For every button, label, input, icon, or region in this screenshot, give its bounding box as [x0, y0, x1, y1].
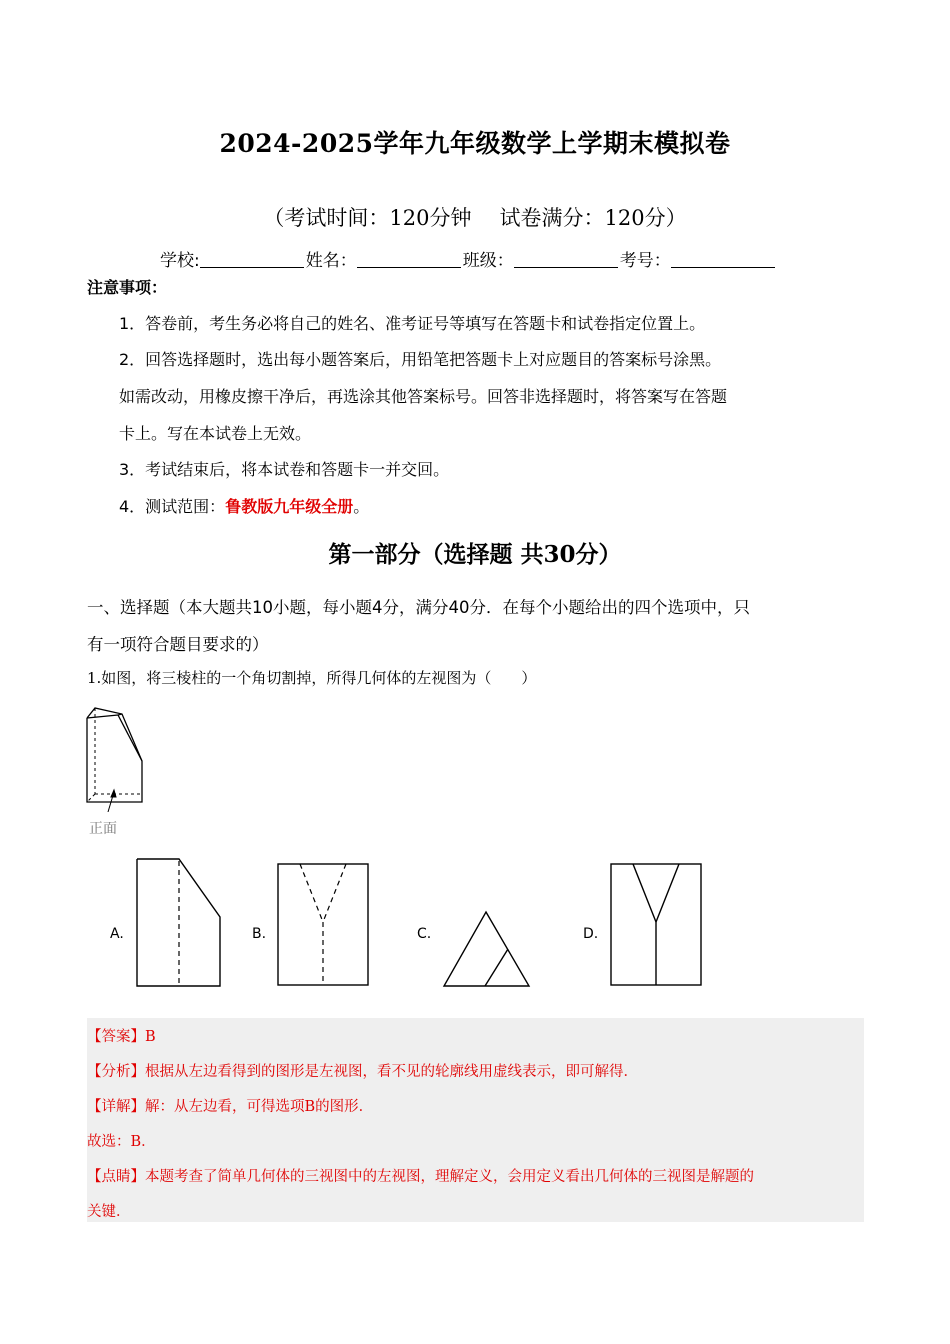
number-label: 考号： [619, 251, 671, 271]
notice-item-2: 2．回答选择题时，选出每小题答案后，用铅笔把答题卡上对应题目的答案标号涂黑。 [119, 350, 722, 369]
option-c-label[interactable]: C. [417, 926, 432, 942]
front-arrow [108, 790, 116, 812]
full-score: 试卷满分：120分） [499, 206, 687, 230]
notice-heading: 注意事项： [87, 278, 168, 297]
test-scope: 鲁教版九年级全册 [225, 497, 354, 516]
school-label: 学校: [160, 251, 200, 271]
class-field[interactable] [514, 251, 618, 268]
name-field[interactable] [357, 251, 461, 268]
option-b-label[interactable]: B. [252, 926, 267, 942]
notice-item-2-cont: 如需改动，用橡皮擦干净后，再选涂其他答案标号。回答非选择题时，将答案写在答题 [119, 387, 728, 406]
solution-analysis: 【分析】根据从左边看得到的图形是左视图，看不见的轮廓线用虚线表示，即可解得． [87, 1064, 638, 1080]
question-1-stem: 1.如图，将三棱柱的一个角切割掉，所得几何体的左视图为（ ） [87, 669, 537, 687]
front-view-label: 正面 [89, 821, 117, 837]
notice-item-3: 3．考试结束后，将本试卷和答题卡一并交回。 [119, 460, 450, 479]
solution-comment: 【点睛】本题考查了简单几何体的三视图中的左视图，理解定义，会用定义看出几何体的三视图是解题的 [87, 1169, 754, 1185]
option-c-figure[interactable] [442, 909, 532, 989]
option-d-figure[interactable] [609, 862, 704, 988]
school-field[interactable] [200, 251, 304, 268]
name-label: 姓名： [305, 251, 357, 271]
page-title: 2024-2025学年九年级数学上学期末模拟卷 [219, 129, 731, 158]
student-info-line [160, 246, 777, 271]
option-a-figure[interactable] [135, 857, 223, 989]
solution-answer: 【答案】B [87, 1029, 156, 1045]
solution-box [87, 1018, 864, 1222]
section1-instructions-cont: 有一项符合题目要求的） [87, 635, 269, 654]
solution-conclusion: 故选：B． [87, 1134, 156, 1150]
notice-item-4-prefix: 4．测试范围： [119, 497, 226, 516]
notice-item-4 [119, 494, 369, 517]
option-b-figure[interactable] [276, 862, 371, 988]
notice-item-1: 1．答卷前，考生务必将自己的姓名、准考证号等填写在答题卡和试卷指定位置上。 [119, 314, 706, 333]
solution-comment-cont: 关键． [87, 1204, 131, 1220]
exam-meta [0, 202, 950, 232]
prism-hidden-edges [87, 708, 142, 802]
option-a-label[interactable]: A. [110, 926, 124, 942]
section1-instructions: 一、选择题（本大题共10小题，每小题4分，满分40分．在每个小题给出的四个选项中，只 [87, 598, 750, 617]
class-label: 班级： [462, 251, 514, 271]
notice-item-4-suffix: 。 [353, 497, 370, 516]
part1-title: 第一部分（选择题 共30分） [328, 541, 622, 568]
number-field[interactable] [671, 251, 775, 268]
prism-figure [80, 700, 150, 812]
notice-item-2-end: 卡上。写在本试卷上无效。 [119, 424, 312, 443]
option-d-label[interactable]: D. [583, 926, 599, 942]
exam-time: （考试时间：120分钟 [263, 206, 472, 230]
solution-detail: 【详解】解：从左边看，可得选项B的图形． [87, 1099, 374, 1115]
